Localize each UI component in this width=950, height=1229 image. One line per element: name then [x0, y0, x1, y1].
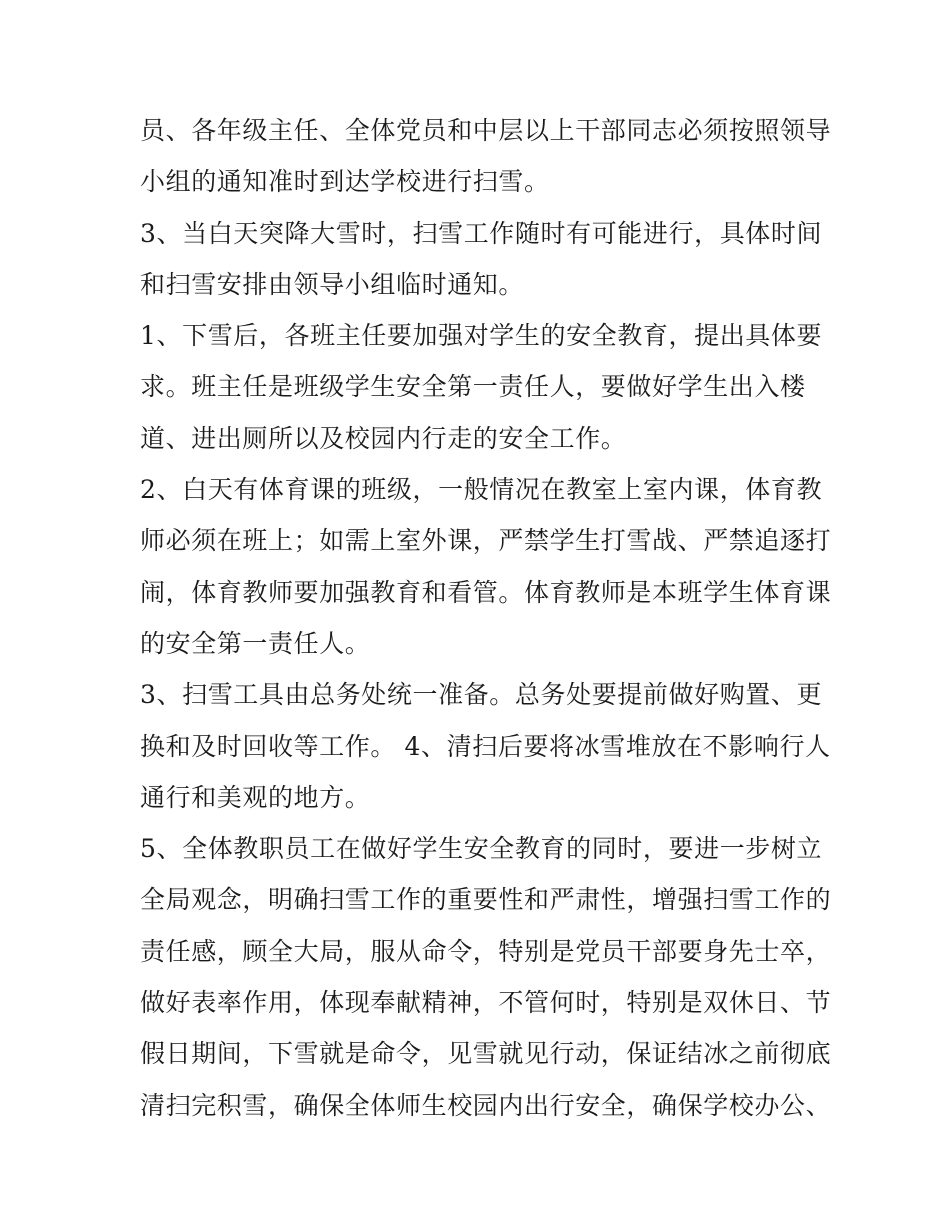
document-body	[140, 105, 832, 1131]
text-line: 员、各年级主任、全体党员和中层以上干部同志必须按照领导	[140, 116, 832, 145]
text-line: 师必须在班上；如需上室外课，严禁学生打雪战、严禁追逐打	[140, 526, 832, 556]
text-line: 做好表率作用，体现奉献精神，不管何时，特别是双休日、节	[140, 988, 832, 1018]
text-line: 3、当白天突降大雪时，扫雪工作随时有可能进行，具体时间	[140, 218, 823, 248]
text-line: 闹，体育教师要加强教育和看管。体育教师是本班学生体育课	[140, 577, 832, 607]
text-line: 的安全第一责任人。	[140, 628, 371, 658]
text-line: 求。班主任是班级学生安全第一责任人，要做好学生出入楼	[140, 372, 806, 402]
text-line: 全局观念，明确扫雪工作的重要性和严肃性，增强扫雪工作的	[140, 885, 832, 915]
text-line: 和扫雪安排由领导小组临时通知。	[140, 269, 525, 299]
text-line: 1、下雪后，各班主任要加强对学生的安全教育，提出具体要	[140, 321, 823, 351]
text-line: 道、进出厕所以及校园内行走的安全工作。	[140, 423, 627, 453]
text-line: 小组的通知准时到达学校进行扫雪。	[140, 167, 550, 197]
text-line: 换和及时回收等工作。 4、清扫后要将冰雪堆放在不影响行人	[140, 731, 831, 761]
text-line: 清扫完积雪，确保全体师生校园内出行安全，确保学校办公、	[140, 1090, 832, 1120]
text-line: 通行和美观的地方。	[140, 782, 371, 812]
text-line: 5、全体教职员工在做好学生安全教育的同时，要进一步树立	[140, 834, 823, 864]
text-line: 2、白天有体育课的班级，一般情况在教室上室内课，体育教	[140, 475, 823, 505]
text-line: 假日期间，下雪就是命令，见雪就见行动，保证结冰之前彻底	[140, 1039, 832, 1069]
text-line: 3、扫雪工具由总务处统一准备。总务处要提前做好购置、更	[140, 680, 823, 710]
text-line: 责任感，顾全大局，服从命令，特别是党员干部要身先士卒，	[140, 936, 832, 966]
